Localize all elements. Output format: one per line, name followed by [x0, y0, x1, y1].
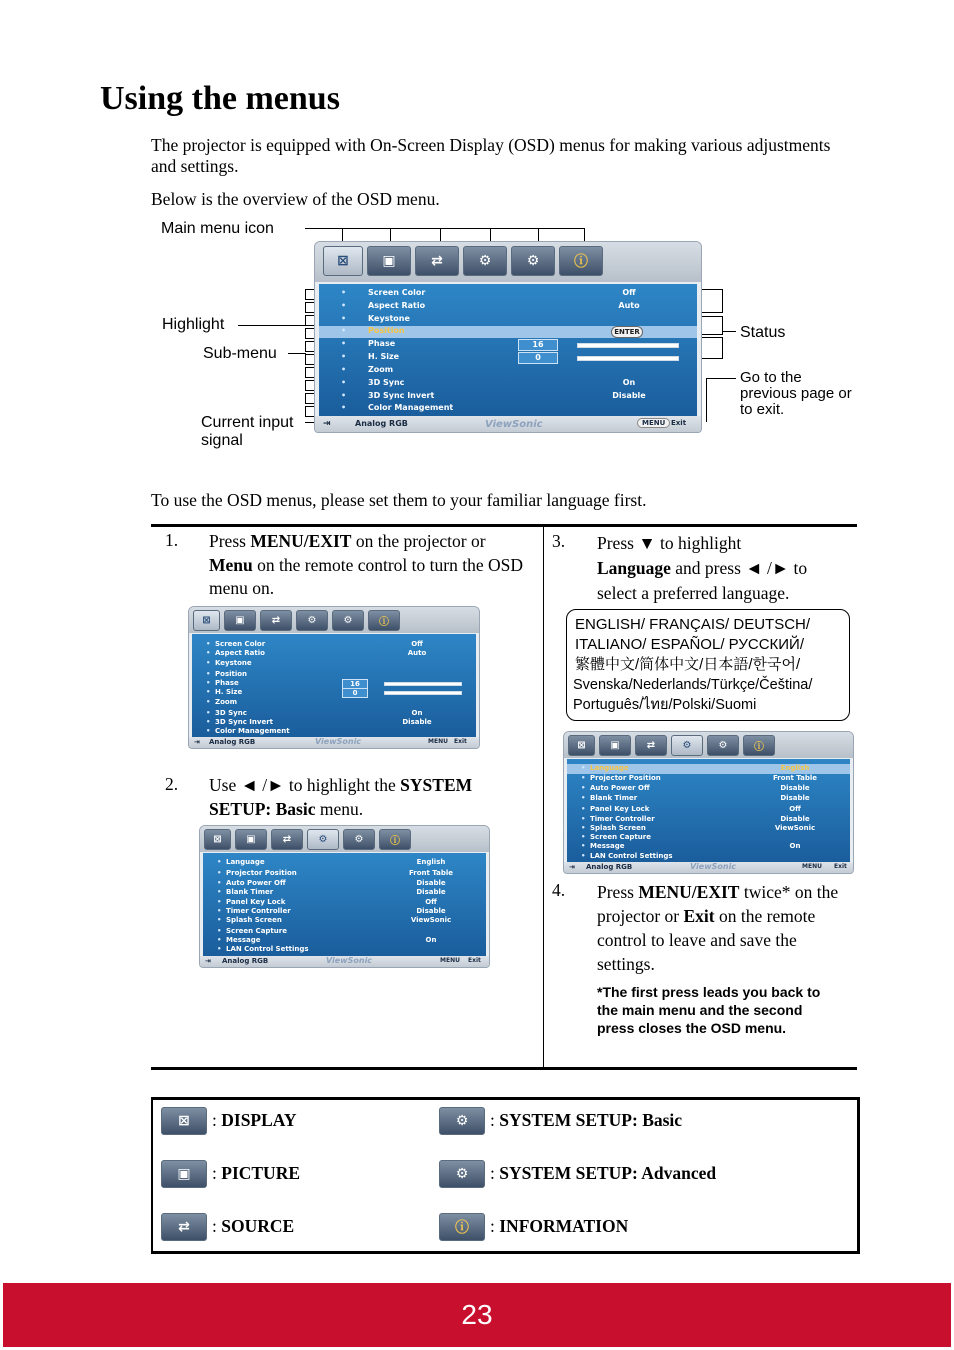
page-number: 23 [461, 1299, 493, 1330]
callout-line [288, 353, 306, 354]
input-signal-icon: ⇥ [205, 957, 211, 965]
system-advanced-icon: ⚙ [439, 1160, 485, 1188]
language-line: 繁體中文/简体中文/日本語/한국어/ [575, 656, 801, 673]
display-icon[interactable]: ⊠ [323, 246, 363, 276]
callout-line [538, 228, 539, 242]
legend-system-advanced: : SYSTEM SETUP: Advanced [490, 1163, 717, 1183]
system-basic-icon[interactable]: ⚙ [296, 610, 328, 631]
osd-row-highlighted[interactable]: • Position ENTER [319, 326, 697, 338]
osd-status-bar: ⇥ Analog RGB ViewSonic MENU Exit [189, 737, 479, 748]
bottom-rule [151, 1067, 857, 1070]
picture-icon[interactable]: ▣ [224, 610, 256, 631]
menu-button[interactable]: MENU [802, 863, 822, 870]
display-icon[interactable]: ⊠ [193, 610, 220, 631]
language-line: Português/ไทย/Polski/Suomi [573, 697, 757, 713]
step-4-number: 4. [552, 880, 566, 900]
osd-row[interactable]: • H. Size 0 [319, 352, 697, 365]
osd-row[interactable]: • Color Management [341, 403, 454, 412]
information-icon[interactable]: ⓘ [379, 829, 411, 850]
callout-sub-menu: Sub-menu [203, 345, 277, 362]
page-title: Using the menus [100, 80, 340, 117]
osd-menu-tabs [315, 242, 701, 282]
system-basic-icon[interactable]: ⚙ [463, 246, 507, 276]
overview-text: Below is the overview of the OSD menu. [151, 189, 440, 209]
legend-information: : INFORMATION [490, 1216, 629, 1236]
source-icon[interactable]: ⇄ [415, 246, 459, 276]
picture-icon: ▣ [161, 1160, 207, 1188]
input-signal-icon: ⇥ [194, 738, 200, 746]
osd-row[interactable]: • 3D Sync Invert Disable [341, 391, 646, 400]
language-line: Svenska/Nederlands/Türkçe/Čeština/ [573, 677, 813, 693]
callout-line [440, 228, 441, 242]
information-icon[interactable]: ⓘ [743, 735, 775, 756]
information-icon[interactable]: ⓘ [368, 610, 400, 631]
system-basic-icon: ⚙ [439, 1107, 485, 1135]
information-icon[interactable]: ⓘ [559, 246, 603, 276]
legend-picture: : PICTURE [212, 1163, 301, 1183]
callout-line [584, 228, 585, 242]
osd-status-bar: ⇥ Analog RGB ViewSonic MENU Exit [200, 956, 489, 967]
callout-line [390, 228, 391, 242]
osd-row[interactable]: • Aspect Ratio Auto [341, 301, 640, 310]
legend-display: : DISPLAY [212, 1110, 297, 1130]
step-1-number: 1. [165, 530, 179, 550]
osd-display-menu-small [188, 606, 480, 749]
callout-go-to: Go to the previous page or to exit. [740, 369, 852, 418]
page-footer [3, 1283, 951, 1347]
menu-button[interactable]: MENU [637, 418, 670, 428]
osd-row[interactable]: • Zoom [341, 365, 394, 374]
callout-line [706, 378, 736, 379]
language-line: ENGLISH/ FRANÇAIS/ DEUTSCH/ [575, 616, 811, 633]
callout-line [490, 228, 491, 242]
picture-icon[interactable]: ▣ [367, 246, 411, 276]
system-basic-icon[interactable]: ⚙ [307, 829, 339, 850]
input-signal-icon: ⇥ [569, 863, 575, 871]
osd-status-bar: ⇥ Analog RGB ViewSonic MENU Exit [564, 862, 853, 873]
source-icon: ⇄ [161, 1213, 207, 1241]
osd-row[interactable]: • Screen Color Off [341, 288, 636, 297]
osd-submenu-panel [319, 284, 697, 416]
osd-row[interactable]: • Keystone [341, 314, 410, 323]
language-intro: To use the OSD menus, please set them to your familiar language first. [151, 490, 647, 510]
menu-button[interactable]: MENU [440, 957, 460, 964]
source-icon[interactable]: ⇄ [635, 735, 667, 756]
input-signal-icon: ⇥ [323, 419, 331, 429]
osd-submenu-panel: • Screen Color Off • Aspect Ratio Auto • Keystone • Position • Phase 16 • H. Size 0 • Zoom • 3D Sync On • 3D Sync Invert Disable • Color Management [192, 634, 476, 737]
callout-status: Status [740, 324, 786, 341]
picture-icon[interactable]: ▣ [235, 829, 267, 850]
source-icon[interactable]: ⇄ [260, 610, 292, 631]
system-advanced-icon[interactable]: ⚙ [707, 735, 739, 756]
osd-row[interactable]: • 3D Sync On [341, 378, 636, 387]
osd-row-highlighted[interactable]: • Language English [567, 764, 850, 774]
column-divider [543, 527, 544, 1070]
osd-display-menu [314, 241, 702, 433]
language-line: ITALIANO/ ESPAÑOL/ РУССКИЙ/ [575, 636, 804, 653]
picture-icon[interactable]: ▣ [599, 735, 631, 756]
callout-line [238, 325, 306, 326]
language-list-box [566, 609, 850, 721]
input-signal-label: Analog RGB [355, 419, 408, 428]
system-advanced-icon[interactable]: ⚙ [511, 246, 555, 276]
osd-language-menu [563, 731, 854, 874]
osd-submenu-panel: • Language English • Projector Position Front Table • Auto Power Off Disable • Blank Timer Disable • Panel Key Lock Off • Timer Controller Disable • Splash Screen ViewSonic • Screen Capture • Message On • LAN Control Settings [203, 853, 486, 956]
callout-highlight: Highlight [162, 316, 225, 333]
brand-logo: ViewSonic [485, 419, 543, 430]
display-icon[interactable]: ⊠ [568, 735, 595, 756]
step-1-text: Press MENU/EXIT on the projector or Menu on the remote control to turn the OSD menu on. [209, 531, 523, 598]
display-icon[interactable]: ⊠ [204, 829, 231, 850]
phase-slider [577, 343, 679, 348]
osd-row[interactable]: • Phase 16 [319, 339, 697, 352]
legend-system-basic: : SYSTEM SETUP: Basic [490, 1110, 683, 1130]
step-4-note: *The first press leads you back to the main menu and the second press closes the OSD menu. [597, 984, 821, 1036]
osd-system-basic-menu [199, 825, 490, 968]
menu-button[interactable]: MENU [428, 738, 448, 745]
information-icon: ⓘ [439, 1213, 485, 1241]
system-basic-icon[interactable]: ⚙ [671, 735, 703, 756]
source-icon[interactable]: ⇄ [271, 829, 303, 850]
osd-submenu-panel: • Language English • Projector Position Front Table • Auto Power Off Disable • Blank Timer Disable • Panel Key Lock Off • Timer Controller Disable • Splash Screen ViewSonic • Screen Capture • Message On • LAN Control Settings [567, 759, 850, 862]
system-advanced-icon[interactable]: ⚙ [343, 829, 375, 850]
callout-line [706, 378, 707, 422]
step-4-text: Press MENU/EXIT twice* on the projector or Exit on the remote control to leave and save the settings. [597, 882, 839, 974]
osd-status-bar [315, 416, 701, 432]
step-3-text: Press ▼ to highlight Language and press ◄ /► to select a preferred language. [597, 533, 808, 603]
system-advanced-icon[interactable]: ⚙ [332, 610, 364, 631]
legend-source: : SOURCE [212, 1216, 295, 1236]
step-3-number: 3. [552, 531, 566, 551]
callout-main-menu-icon: Main menu icon [161, 220, 274, 237]
step-2-number: 2. [165, 774, 179, 794]
exit-label: Exit [671, 419, 687, 427]
h-size-slider [577, 356, 679, 361]
top-rule [151, 524, 857, 527]
step-2-text: Use ◄ /► to highlight the SYSTEM SETUP: Basic menu. [209, 775, 473, 819]
enter-button[interactable]: ENTER [611, 326, 643, 338]
callout-current-input: Current input signal [201, 414, 294, 449]
display-icon: ⊠ [161, 1107, 207, 1135]
intro-paragraph: The projector is equipped with On-Screen Display (OSD) menus for making various adjustments and settings. [151, 135, 831, 176]
callout-line [305, 228, 585, 229]
callout-line [342, 228, 343, 242]
